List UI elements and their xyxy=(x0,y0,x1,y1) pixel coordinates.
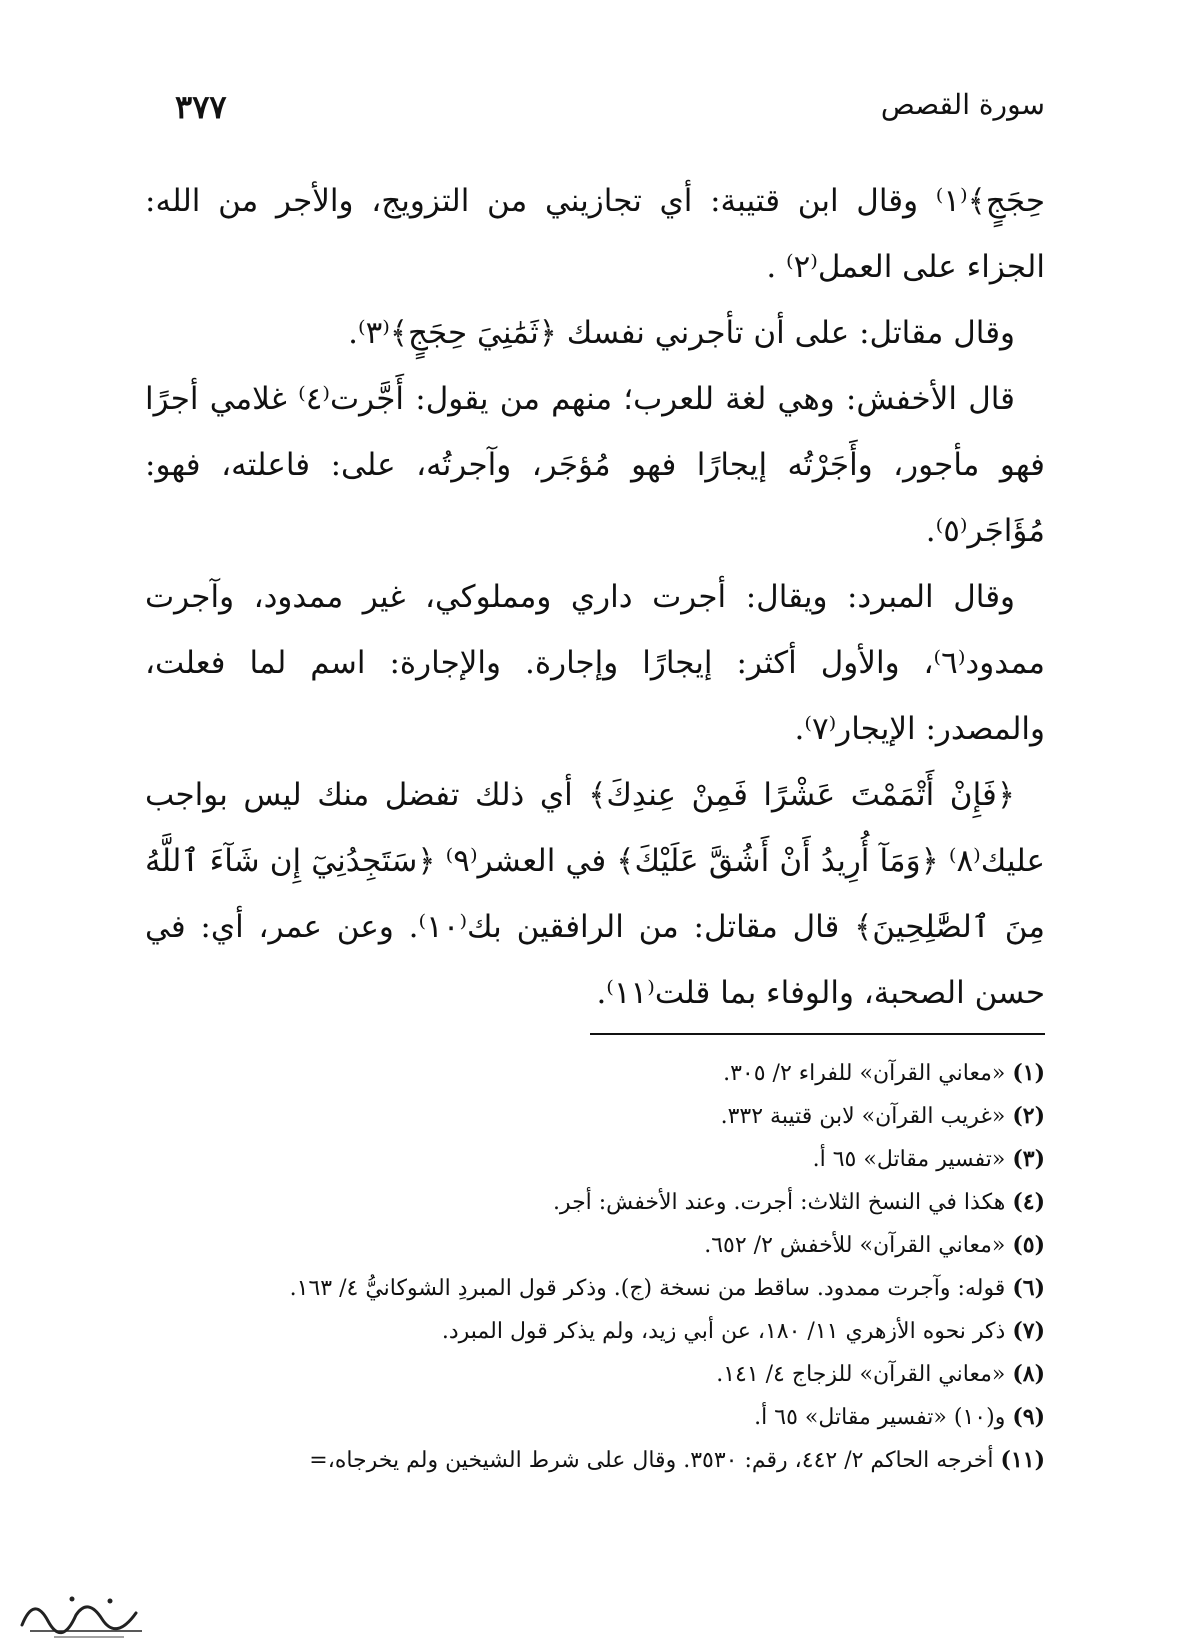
paragraph: وقال مقاتل: على أن تأجرني نفسك ﴿ثَمَٰنِيَ حِجَجٍ﴾⁽٣⁾. xyxy=(348,315,1015,351)
footnote-divider xyxy=(590,1033,1045,1035)
page-header xyxy=(175,88,1045,138)
paragraph: قال الأخفش: وهي لغة للعرب؛ منهم من يقول: أَجَّرت⁽٤⁾ غلامي أجرًا فهو مأجور، وأَجَرْتُه إيجارًا فهو مُؤجَر، وآجرتُه، على: فاعلته، فهو: مُؤَاجَر⁽٥⁾. xyxy=(145,381,1045,549)
footnote: (٤) هكذا في النسخ الثلاث: أجرت. وعند الأخفش: أجر. xyxy=(552,1189,1045,1215)
footnote: (١١) أخرجه الحاكم ٢/ ٤٤٢، رقم: ٣٥٣٠. وقال على شرط الشيخين ولم يخرجاه،= xyxy=(309,1447,1045,1473)
main-text xyxy=(145,168,1045,1026)
footnote: (١) «معاني القرآن» للفراء ٢/ ٣٠٥. xyxy=(723,1060,1045,1086)
footnote: (٥) «معاني القرآن» للأخفش ٢/ ٦٥٢. xyxy=(704,1232,1045,1258)
page-number: ٣٧٧ xyxy=(175,88,227,126)
surah-title: سورة القصص xyxy=(880,88,1045,121)
footnote: (٩) و(١٠) «تفسير مقاتل» ٦٥ أ. xyxy=(754,1404,1045,1430)
publisher-logo-icon xyxy=(14,1585,154,1641)
footnote: (٧) ذكر نحوه الأزهري ١١/ ١٨٠، عن أبي زيد، ولم يذكر قول المبرد. xyxy=(441,1318,1045,1344)
footnotes xyxy=(130,1052,1045,1482)
footnote: (٦) قوله: وآجرت ممدود. ساقط من نسخة (ج). وذكر قول المبردِ الشوكانيُّ ٤/ ١٦٣. xyxy=(289,1275,1045,1301)
footnote: (٣) «تفسير مقاتل» ٦٥ أ. xyxy=(812,1146,1045,1172)
footnote: (٨) «معاني القرآن» للزجاج ٤/ ١٤١. xyxy=(716,1361,1045,1387)
paragraph: ﴿فَإِنْ أَتْمَمْتَ عَشْرًا فَمِنْ عِندِكَ﴾ أي ذلك تفضل منك ليس بواجب عليك⁽٨⁾ ﴿وَمَآ أُرِيدُ أَنْ أَشُقَّ عَلَيْكَ﴾ في العشر⁽٩⁾ ﴿سَتَجِدُنِيٓ إِن شَآءَ ٱللَّهُ مِنَ ٱلصَّٰلِحِينَ﴾ قال مقاتل: من الرافقين بك⁽١٠⁾. وعن عمر، أي: في حسن الصحبة، والوفاء بما قلت⁽١١⁾. xyxy=(145,777,1046,1011)
paragraph: حِجَجٍ﴾⁽١⁾ وقال ابن قتيبة: أي تجازيني من التزويج، والأجر من الله: الجزاء على العمل⁽٢⁾ . xyxy=(145,183,1045,285)
paragraph: وقال المبرد: ويقال: أجرت داري ومملوكي، غير ممدود، وآجرت ممدود⁽٦⁾، والأول أكثر: إيجارًا وإجارة. والإجارة: اسم لما فعلت، والمصدر: الإيجار⁽٧⁾. xyxy=(145,579,1045,747)
footnote: (٢) «غريب القرآن» لابن قتيبة ٣٣٢. xyxy=(720,1103,1045,1129)
